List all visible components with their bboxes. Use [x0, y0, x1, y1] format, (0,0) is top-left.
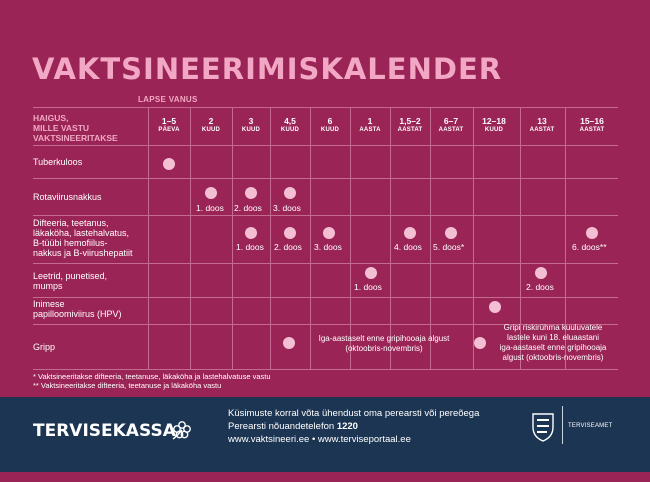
dose-dot — [404, 227, 416, 239]
dose-dot — [474, 337, 486, 349]
age-value: 3 — [248, 116, 254, 126]
age-value: 12–18 — [482, 116, 506, 126]
dose-dot — [586, 227, 598, 239]
flower-logo-icon — [171, 419, 193, 441]
estonian-coat-of-arms-icon — [530, 411, 556, 443]
label-line: Tuberkuloos — [33, 157, 83, 167]
dose-label: 3. doos — [314, 242, 342, 252]
label-line: papilloomiviirus (HPV) — [33, 309, 122, 319]
age-header — [310, 117, 350, 135]
label-line: Rotaviirusnakkus — [33, 192, 102, 202]
dose-dot — [245, 227, 257, 239]
age-unit: AASTAT — [529, 127, 555, 133]
dose-dot — [284, 187, 296, 199]
disease-label-dtp — [33, 218, 158, 258]
note-line: lastele kuni 18. eluaastani — [506, 333, 600, 342]
age-header — [474, 117, 514, 135]
brand-logo-text: TERVISEKASSA — [33, 421, 176, 441]
age-header — [270, 117, 310, 135]
label-line: nakkus ja B-viirushepatiit — [33, 248, 133, 258]
dose-label: 3. doos — [273, 203, 301, 213]
age-value: 6–7 — [443, 116, 459, 126]
page-title: VAKTSINEERIMISKALENDER — [32, 52, 503, 86]
dose-dot — [163, 158, 175, 170]
label-line: Inimese — [33, 299, 65, 309]
disease-header-line: MILLE VASTU — [33, 123, 90, 133]
note-line: iga-aastaselt enne gripihooaja — [499, 343, 607, 352]
phone-label: Perearsti nõuandetelefon — [228, 421, 337, 432]
age-value: 6 — [327, 116, 333, 126]
label-line: Difteeria, teetanus, — [33, 218, 109, 228]
dose-label: 4. doos — [394, 242, 422, 252]
age-value: 15–16 — [580, 116, 604, 126]
age-unit: AASTAT — [579, 127, 605, 133]
dose-dot — [205, 187, 217, 199]
dose-label: 5. doos* — [433, 242, 465, 252]
age-header — [390, 117, 430, 135]
dose-dot — [445, 227, 457, 239]
label-line: B-tüübi hemofiilus- — [33, 238, 108, 248]
disease-header-line: VAKTSINEERITAKSE — [33, 133, 118, 143]
dose-dot — [323, 227, 335, 239]
label-line: Leetrid, punetised, — [33, 271, 108, 281]
contact-text: Küsimuste korral võta ühendust oma perearsti või pereõega — [228, 408, 480, 419]
dose-dot — [284, 227, 296, 239]
dose-label: 6. doos** — [572, 242, 607, 252]
agency-name: TERVISEAMET — [568, 423, 613, 429]
age-value: 13 — [537, 116, 547, 126]
age-unit: KUUD — [320, 127, 340, 133]
footer-bottom-strip — [0, 472, 650, 482]
age-caption: LAPSE VANUS — [138, 95, 198, 104]
note-line: algust (oktoobris-novembris) — [502, 353, 604, 362]
flu-yearly-note — [298, 334, 470, 354]
age-unit: KUUD — [280, 127, 300, 133]
age-unit: PÄEVA — [158, 127, 180, 133]
contact-phone-line — [228, 421, 358, 432]
agency-separator — [562, 406, 563, 444]
age-value: 1,5–2 — [399, 116, 421, 126]
dose-dot — [535, 267, 547, 279]
age-value: 1 — [367, 116, 373, 126]
label-line: läkaköha, lastehalvatus, — [33, 228, 130, 238]
disease-label-tuberculosis — [33, 157, 158, 167]
age-unit: AASTA — [359, 127, 381, 133]
note-line: Iga-aastaselt enne gripihooaja algust — [318, 334, 450, 343]
label-line: mumps — [33, 281, 63, 291]
disease-label-flu — [33, 342, 158, 352]
age-header — [231, 117, 271, 135]
label-line: Gripp — [33, 342, 56, 352]
dose-label: 1. doos — [236, 242, 264, 252]
age-unit: KUUD — [241, 127, 261, 133]
age-header — [572, 117, 612, 135]
note-line: (oktoobris-novembris) — [345, 344, 423, 353]
dose-dot — [365, 267, 377, 279]
age-unit: KUUD — [484, 127, 504, 133]
website-links[interactable]: www.vaktsineeri.ee • www.terviseportaal.ee — [228, 434, 411, 445]
dose-dot — [489, 301, 501, 313]
dose-label: 1. doos — [354, 282, 382, 292]
age-header — [191, 117, 231, 135]
disease-label-hpv — [33, 299, 158, 319]
disease-label-mmr — [33, 271, 158, 291]
dose-label: 1. doos — [196, 203, 224, 213]
age-unit: KUUD — [201, 127, 221, 133]
footnote: * Vaktsineeritakse difteeria, teetanuse, läkaköha ja lastehalvatuse vastu — [33, 372, 271, 381]
phone-number: 1220 — [336, 421, 358, 432]
age-header — [350, 117, 390, 135]
age-value: 4,5 — [284, 116, 296, 126]
age-header — [431, 117, 471, 135]
age-header — [522, 117, 562, 135]
flu-risk-group-note — [488, 323, 618, 363]
age-value: 1–5 — [161, 116, 177, 126]
age-unit: AASTAT — [438, 127, 464, 133]
disease-header-line: HAIGUS, — [33, 113, 69, 123]
note-line: Gripi riskirühma kuuluvatele — [503, 323, 603, 332]
dose-dot — [283, 337, 295, 349]
dose-label: 2. doos — [526, 282, 554, 292]
disease-label-rotavirus — [33, 192, 158, 202]
disease-column-header — [33, 113, 143, 143]
dose-label: 2. doos — [274, 242, 302, 252]
dose-label: 2. doos — [234, 203, 262, 213]
age-unit: AASTAT — [397, 127, 423, 133]
dose-dot — [245, 187, 257, 199]
age-header — [149, 117, 189, 135]
age-value: 2 — [208, 116, 214, 126]
footnote: ** Vaktsineeritakse difteeria, teetanuse ja läkaköha vastu — [33, 381, 222, 390]
